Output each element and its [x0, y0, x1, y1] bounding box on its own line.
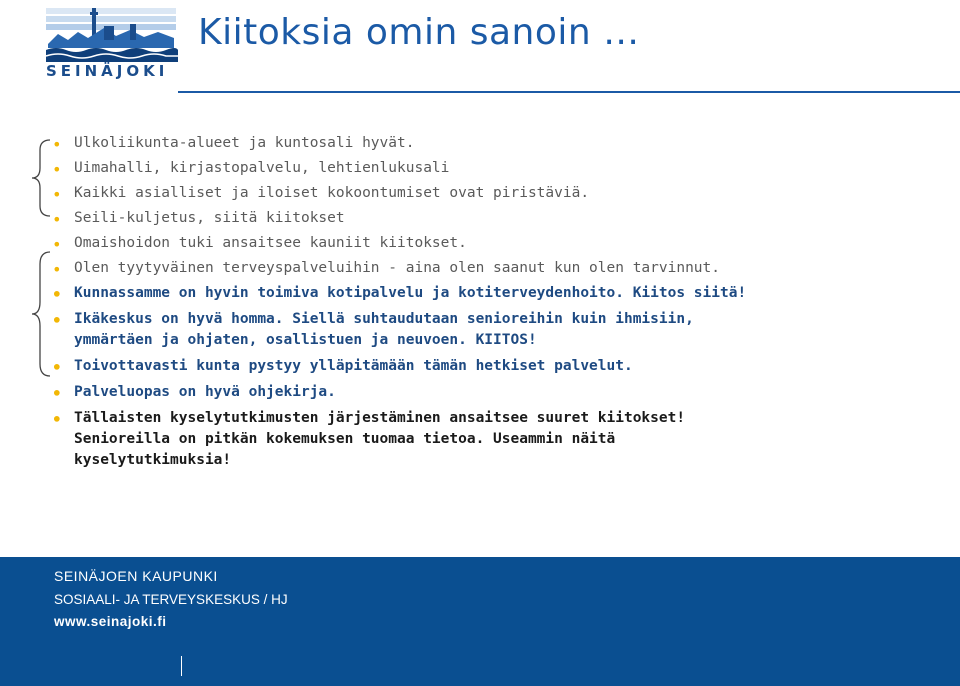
list-item — [52, 133, 872, 154]
list-item — [52, 183, 872, 204]
group-brace-middle-icon — [30, 250, 52, 378]
footer-organization: SEINÄJOEN KAUPUNKI — [54, 568, 218, 584]
list-item-text: Olen tyytyväinen terveyspalveluihin - aina olen saanut kun olen tarvinnut. — [74, 260, 721, 276]
list-item-text-line-2: Senioreilla on pitkän kokemuksen tuomaa tietoa. Useammin näitä — [74, 431, 616, 447]
list-item-text: Uimahalli, kirjastopalvelu, lehtienlukusali — [74, 160, 450, 176]
bullet-dot-icon: • — [52, 384, 62, 403]
bullet-dot-icon: • — [52, 260, 62, 279]
list-item-text: Seili-kuljetus, siitä kiitokset — [74, 210, 345, 226]
list-item — [52, 258, 872, 279]
bullet-dot-icon: • — [52, 285, 62, 304]
list-item — [52, 283, 872, 304]
list-item — [52, 309, 872, 351]
bullet-dot-icon: • — [52, 160, 62, 179]
list-item — [52, 356, 872, 377]
list-item — [52, 408, 872, 471]
list-item-text-line-1: Tällaisten kyselytutkimusten järjestäminen ansaitsee suuret kiitokset! — [74, 410, 686, 426]
list-item-text-line-3: kyselytutkimuksia! — [74, 452, 232, 468]
bullet-dot-icon: • — [52, 311, 62, 330]
footer-website-link[interactable]: www.seinajoki.fi — [54, 614, 167, 629]
logo-wordmark: SEINÄJOKI — [46, 62, 169, 80]
list-item-text-line-2: ymmärtäen ja ohjaten, osallistuen ja neuvoen. KIITOS! — [74, 332, 537, 348]
list-item — [52, 233, 872, 254]
group-brace-top-icon — [30, 138, 52, 218]
list-item — [52, 382, 872, 403]
bullet-dot-icon: • — [52, 410, 62, 429]
list-item-text: Toivottavasti kunta pystyy ylläpitämään tämän hetkiset palvelut. — [74, 358, 633, 374]
list-item-text: Kaikki asialliset ja iloiset kokoontumiset ovat piristäviä. — [74, 185, 590, 201]
list-item — [52, 158, 872, 179]
bullet-dot-icon: • — [52, 135, 62, 154]
list-item-text: Omaishoidon tuki ansaitsee kauniit kiitokset. — [74, 235, 467, 251]
list-item-text: Ulkoliikunta-alueet ja kuntosali hyvät. — [74, 135, 415, 151]
list-item-text: Kunnassamme on hyvin toimiva kotipalvelu ja kotiterveydenhoito. Kiitos siitä! — [74, 285, 747, 301]
page-title: Kiitoksia omin sanoin … — [198, 12, 640, 53]
list-item-text: Palveluopas on hyvä ohjekirja. — [74, 384, 336, 400]
footer-department: SOSIAALI- JA TERVEYSKESKUS / HJ — [54, 592, 288, 607]
list-item-text-line-1: Ikäkeskus on hyvä homma. Siellä suhtaudutaan senioreihin kuin ihmisiin, — [74, 311, 694, 327]
feedback-list — [52, 133, 872, 476]
footer-divider — [181, 656, 182, 676]
bullet-dot-icon: • — [52, 358, 62, 377]
list-item — [52, 208, 872, 229]
bullet-dot-icon: • — [52, 185, 62, 204]
bullet-dot-icon: • — [52, 210, 62, 229]
title-divider — [178, 91, 960, 93]
city-skyline-icon — [44, 4, 178, 62]
bullet-dot-icon: • — [52, 235, 62, 254]
